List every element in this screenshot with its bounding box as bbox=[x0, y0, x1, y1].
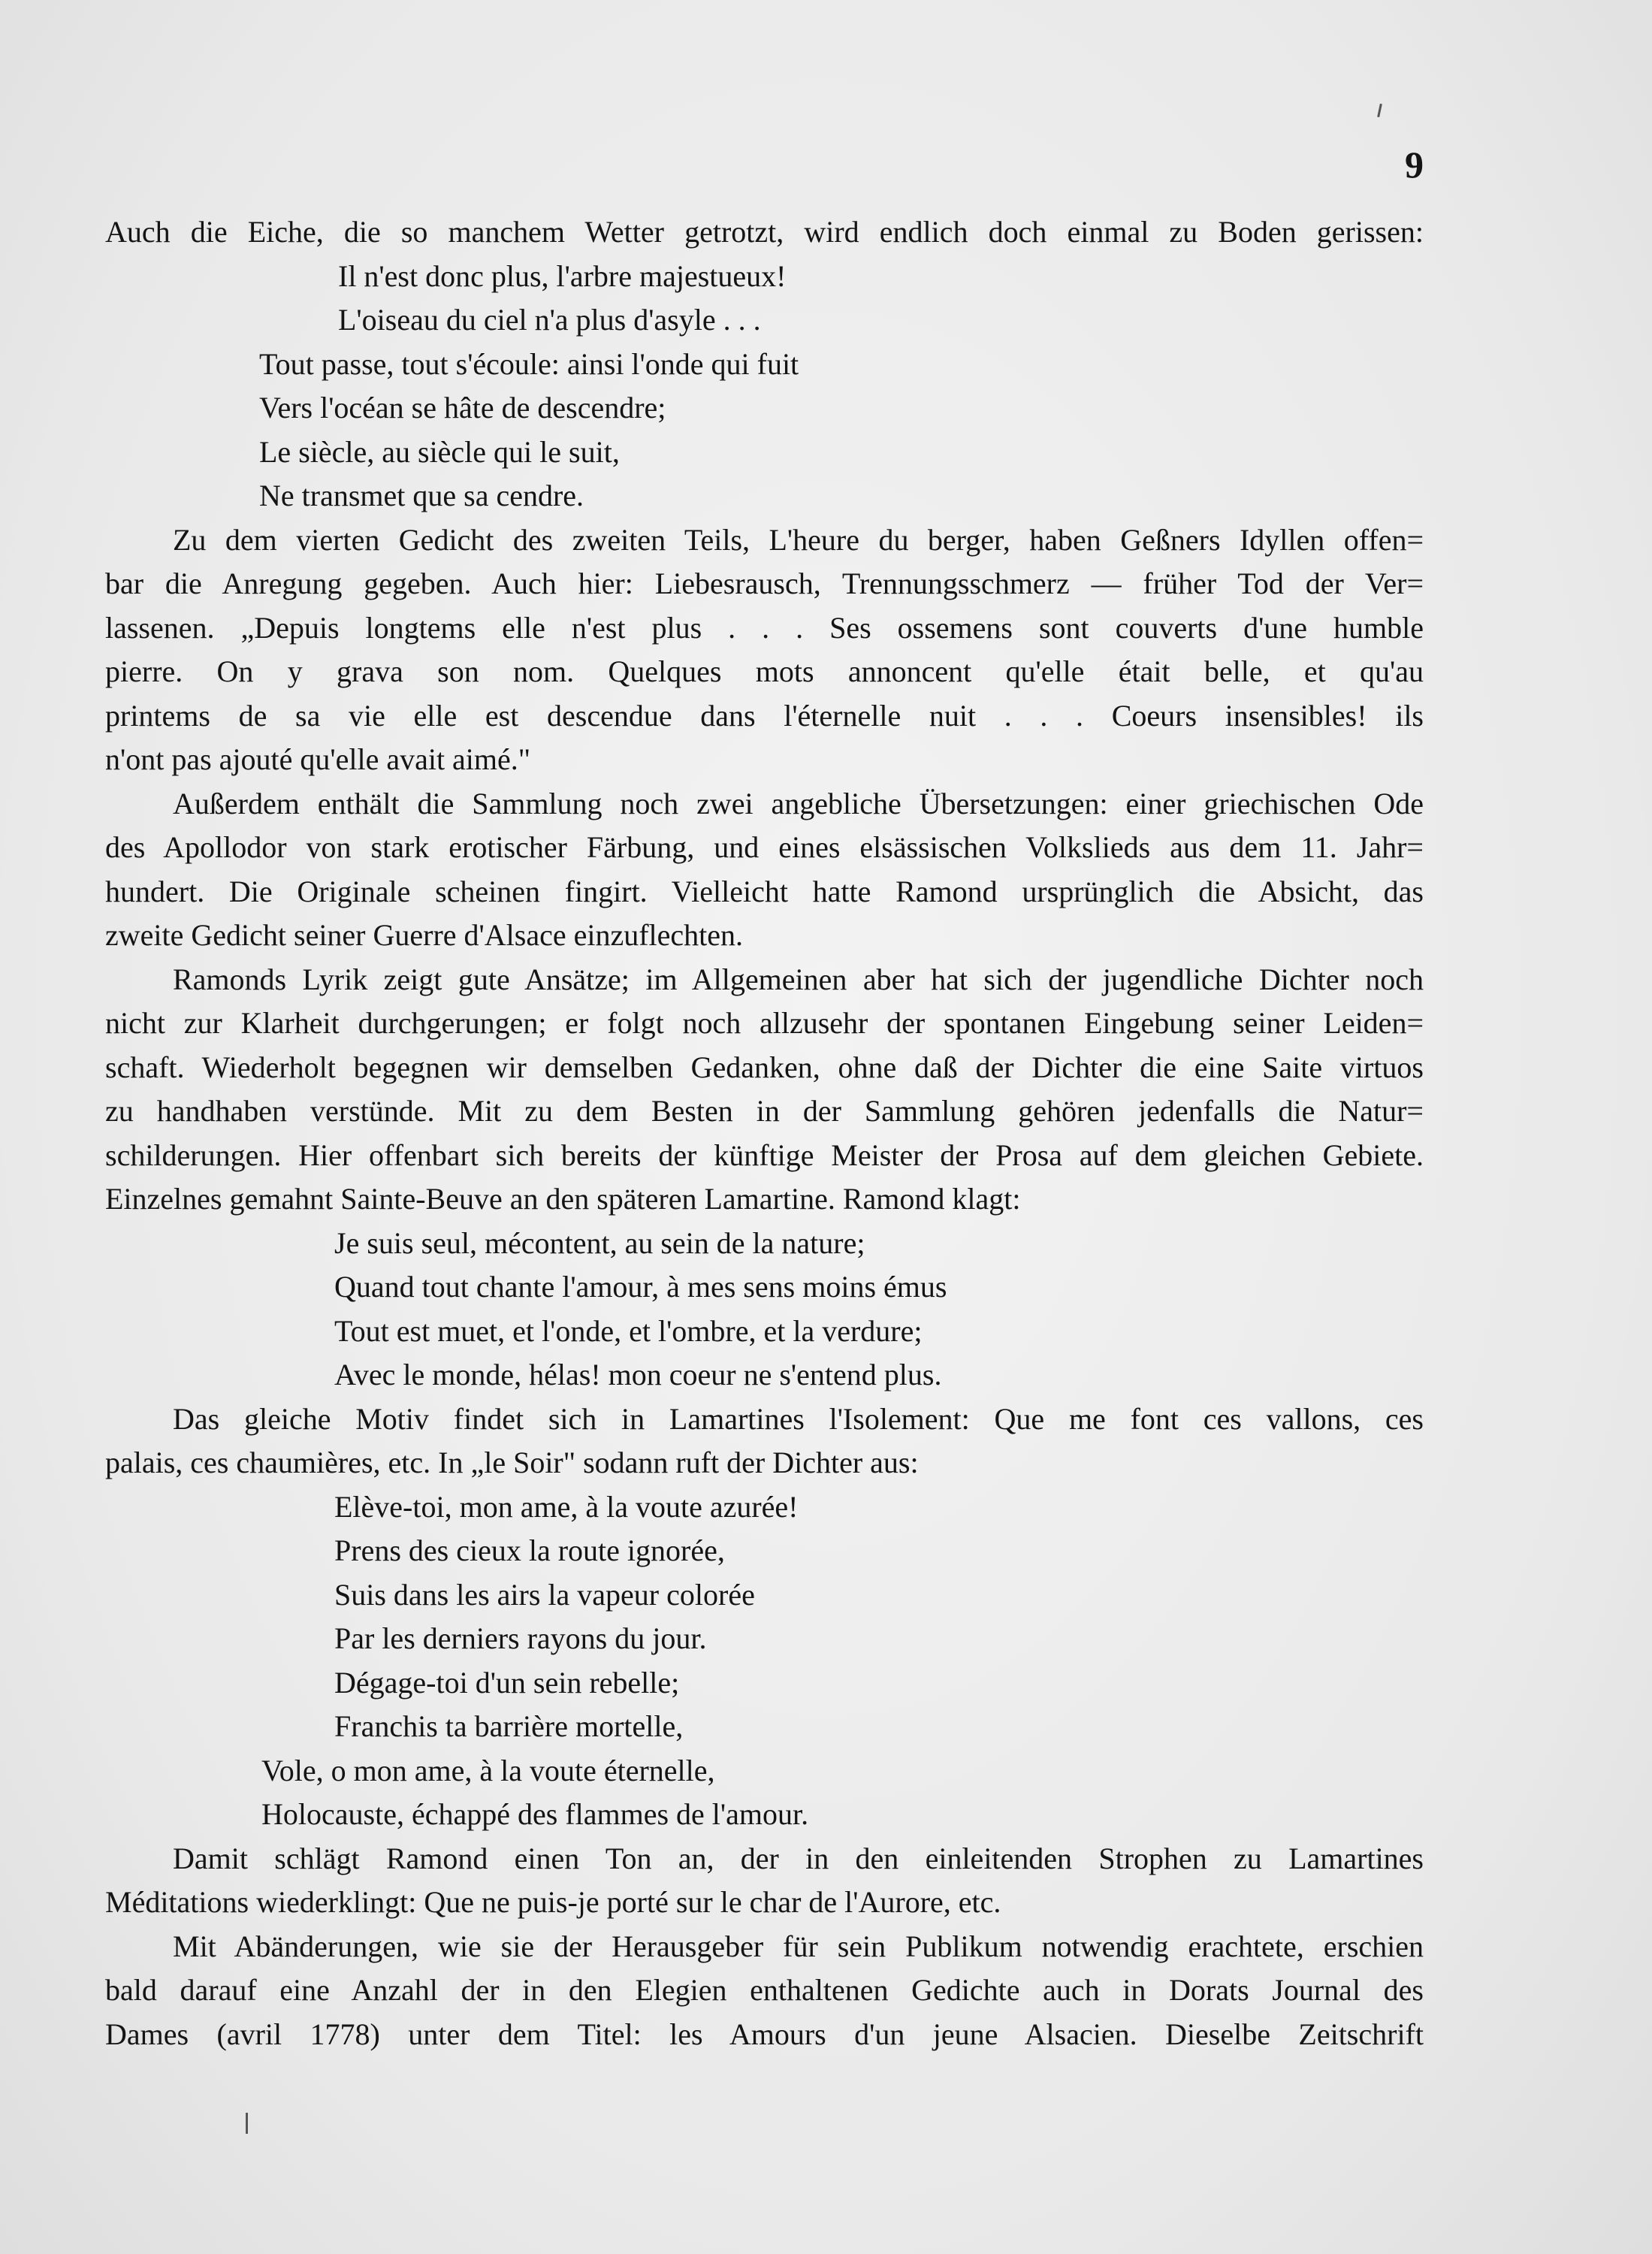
prose-line: hundert. Die Originale scheinen fingirt. Vielleicht hatte Ramond ursprünglich die Absicht, das bbox=[105, 874, 1424, 908]
prose-line: printems de sa vie elle est descendue dans l'éternelle nuit . . . Coeurs insensibles! ils bbox=[105, 698, 1424, 733]
verse-line: Franchis ta barrière mortelle, bbox=[334, 1709, 684, 1743]
prose-line: Mit Abänderungen, wie sie der Herausgeber für sein Publikum notwendig erachtete, erschien bbox=[173, 1929, 1424, 1963]
prose-line: Außerdem enthält die Sammlung noch zwei angebliche Übersetzungen: einer griechischen Ode bbox=[173, 786, 1424, 820]
verse-line: Ne transmet que sa cendre. bbox=[259, 479, 584, 512]
prose-line: des Apollodor von stark erotischer Färbung, und eines elsässischen Volkslieds aus dem 11. Jahr= bbox=[105, 830, 1424, 864]
verse-line: Dégage-toi d'un sein rebelle; bbox=[334, 1665, 680, 1700]
scan-mark bbox=[246, 2113, 248, 2134]
prose-line: Dames (avril 1778) unter dem Titel: les Amours d'un jeune Alsacien. Dieselbe Zeitschrift bbox=[105, 2017, 1424, 2051]
prose-line: bald darauf eine Anzahl der in den Elegien enthaltenen Gedichte auch in Dorats Journal des bbox=[105, 1973, 1424, 2007]
prose-line: Zu dem vierten Gedicht des zweiten Teils, L'heure du berger, haben Geßners Idyllen offen= bbox=[173, 522, 1424, 557]
verse-line: Holocauste, échappé des flammes de l'amour. bbox=[261, 1797, 809, 1831]
prose-line: palais, ces chaumières, etc. In „le Soir" sodann ruft der Dichter aus: bbox=[105, 1446, 919, 1479]
prose-line: zu handhaben verstünde. Mit zu dem Besten in der Sammlung gehören jedenfalls die Natur= bbox=[105, 1094, 1424, 1128]
body-text bbox=[105, 210, 1424, 2056]
prose-line: schilderungen. Hier offenbart sich bereits der künftige Meister der Prosa auf dem gleichen Gebiete. bbox=[105, 1138, 1424, 1172]
verse-line: L'oiseau du ciel n'a plus d'asyle . . . bbox=[338, 303, 761, 337]
prose-line: nicht zur Klarheit durchgerungen; er folgt noch allzusehr der spontanen Eingebung seiner Leiden= bbox=[105, 1006, 1424, 1040]
prose-line: schaft. Wiederholt begegnen wir demselben Gedanken, ohne daß der Dichter die eine Saite virtuos bbox=[105, 1050, 1424, 1084]
verse-line: Le siècle, au siècle qui le suit, bbox=[259, 434, 620, 469]
prose-line: Einzelnes gemahnt Sainte-Beuve an den späteren Lamartine. Ramond klagt: bbox=[105, 1182, 1021, 1216]
verse-line: Elève-toi, mon ame, à la voute azurée! bbox=[334, 1489, 799, 1524]
verse-line: Prens des cieux la route ignorée, bbox=[334, 1533, 725, 1567]
prose-line: n'ont pas ajouté qu'elle avait aimé." bbox=[105, 742, 531, 776]
verse-line: Je suis seul, mécontent, au sein de la nature; bbox=[334, 1225, 865, 1260]
verse-line: Quand tout chante l'amour, à mes sens moins émus bbox=[334, 1270, 947, 1304]
prose-line: pierre. On y grava son nom. Quelques mots annoncent qu'elle était belle, et qu'au bbox=[105, 654, 1424, 688]
verse-line: Tout est muet, et l'onde, et l'ombre, et la verdure; bbox=[334, 1313, 923, 1348]
prose-line: lassenen. „Depuis longtems elle n'est plus . . . Ses ossemens sont couverts d'une humble bbox=[105, 610, 1424, 645]
prose-line: Das gleiche Motiv findet sich in Lamartines l'Isolement: Que me font ces vallons, ces bbox=[173, 1401, 1424, 1436]
verse-line: Vers l'océan se hâte de descendre; bbox=[259, 391, 666, 425]
verse-line: Vole, o mon ame, à la voute éternelle, bbox=[261, 1753, 715, 1787]
prose-line: Damit schlägt Ramond einen Ton an, der in den einleitenden Strophen zu Lamartines bbox=[173, 1841, 1424, 1875]
verse-line: Tout passe, tout s'écoule: ainsi l'onde qui fuit bbox=[259, 346, 799, 381]
verse-line: Avec le monde, hélas! mon coeur ne s'entend plus. bbox=[334, 1358, 942, 1391]
verse-line: Suis dans les airs la vapeur colorée bbox=[334, 1577, 755, 1612]
prose-line: Auch die Eiche, die so manchem Wetter getrotzt, wird endlich doch einmal zu Boden gerissen: bbox=[105, 215, 1424, 249]
scan-mark bbox=[1377, 104, 1382, 117]
verse-line: Il n'est donc plus, l'arbre majestueux! bbox=[338, 258, 787, 293]
page-number: 9 bbox=[1405, 144, 1424, 186]
verse-line: Par les derniers rayons du jour. bbox=[334, 1621, 707, 1655]
prose-line: Ramonds Lyrik zeigt gute Ansätze; im Allgemeinen aber hat sich der jugendliche Dichter noch bbox=[173, 962, 1424, 996]
prose-line: Méditations wiederklingt: Que ne puis-je porté sur le char de l'Aurore, etc. bbox=[105, 1885, 1001, 1919]
prose-line: zweite Gedicht seiner Guerre d'Alsace einzuflechten. bbox=[105, 918, 744, 952]
prose-line: bar die Anregung gegeben. Auch hier: Liebesrausch, Trennungsschmerz — früher Tod der Ver= bbox=[105, 567, 1424, 600]
